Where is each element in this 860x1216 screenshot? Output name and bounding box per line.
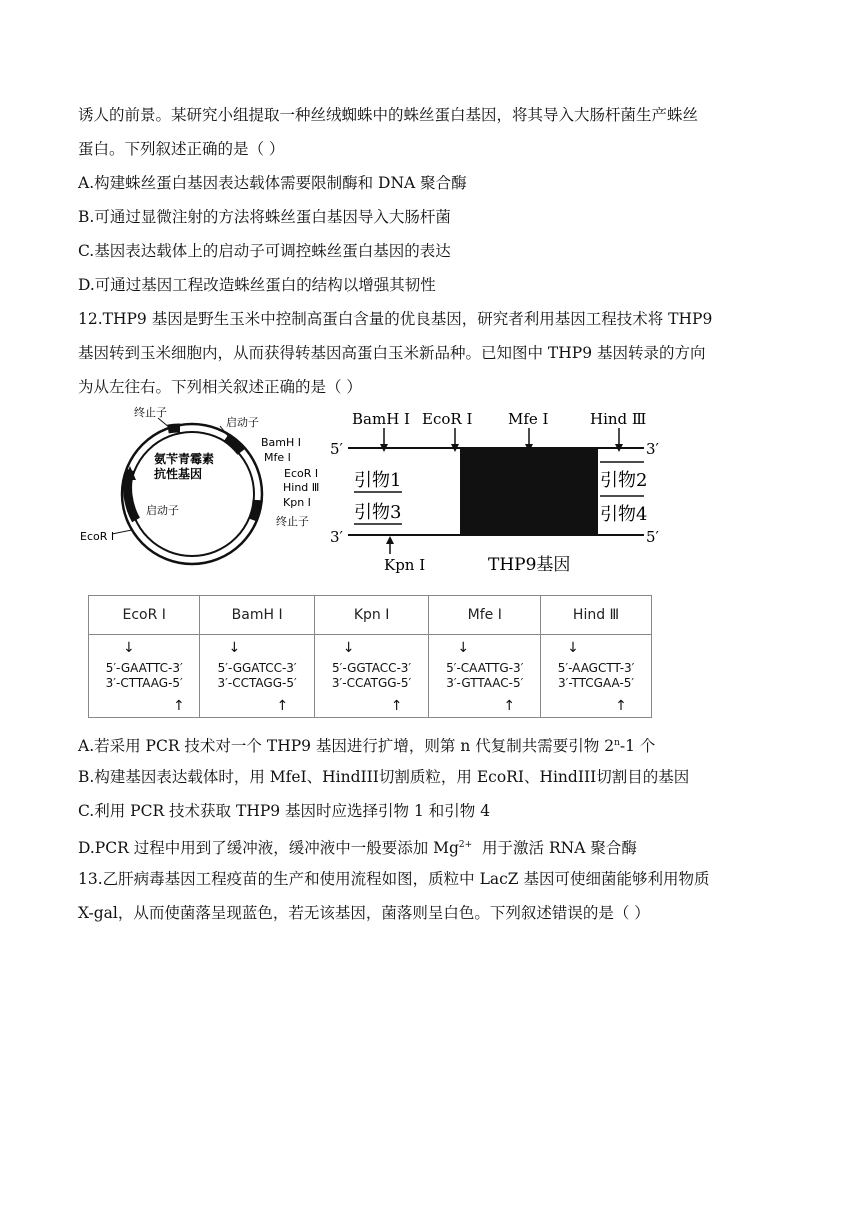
cut-arrow-down-icon: ↓	[457, 640, 470, 656]
cut-arrow-up-icon: ↑	[615, 698, 627, 714]
hindiii-top-strand: 5′-AAGCTT-3′	[557, 661, 635, 675]
q11-option-d: D.可通过基因工程改造蛛丝蛋白的结构以增强其韧性	[78, 276, 436, 294]
cell-kpni	[314, 635, 429, 718]
q12-option-a-tail: -1 个	[619, 737, 656, 756]
table-header-row	[89, 596, 652, 635]
q12-option-b: B.构建基因表达载体时，用 MfeI、HindIII切割质粒，用 EcoRI、HindIII切割目的基因	[78, 768, 690, 786]
cut-arrow-down-icon: ↓	[567, 640, 579, 656]
label-ecori-inner: EcoR Ⅰ	[284, 467, 319, 480]
q12-option-d	[78, 835, 637, 858]
q12-option-a-text: A.若采用 PCR 技术对一个 THP9 基因进行扩增，则第 n 代复制共需要引物 2	[78, 737, 615, 756]
cut-arrow-down-icon: ↓	[228, 640, 241, 656]
cut-arrow-up-icon: ↑	[173, 698, 185, 714]
q12-option-a-superscript: n	[614, 738, 620, 748]
label-primer4: 引物4	[600, 504, 648, 525]
label-hindiii-top: Hind Ⅲ	[590, 410, 647, 428]
label-promoter-inner: 启动子	[146, 504, 179, 517]
q12-option-a	[78, 733, 655, 756]
q12-stem-line2: 基因转到玉米细胞内，从而获得转基因高蛋白玉米新品种。已知图中 THP9 基因转录的方向	[78, 344, 706, 362]
label-resistance-line2: 抗性基因	[154, 467, 203, 481]
cell-hindiii	[541, 635, 652, 718]
q12-option-d-tail: 用于激活 RNA 聚合酶	[472, 839, 637, 858]
label-thp9-gene: THP9基因	[488, 555, 571, 575]
kpni-bottom-strand: 3′-CCATGG-5′	[331, 676, 412, 690]
table-sequence-row	[89, 635, 652, 718]
label-ecori-top: EcoR Ⅰ	[422, 410, 473, 428]
label-resistance-line1: 氨苄青霉素	[154, 452, 215, 466]
label-primer3: 引物3	[354, 502, 402, 523]
cut-arrow-down-icon: ↓	[342, 640, 355, 656]
hindiii-bottom-strand: 3′-TTCGAA-5′	[557, 676, 635, 690]
label-bamhi-top: BamH Ⅰ	[352, 410, 410, 428]
header-ecori: EcoR Ⅰ	[89, 596, 200, 635]
label-five-top: 5′	[330, 440, 343, 458]
q12-option-d-superscript: 2+	[458, 840, 473, 850]
mfei-bottom-strand: 3′-GTTAAC-5′	[446, 676, 524, 690]
label-promoter-top: 启动子	[226, 416, 259, 429]
kpni-top-strand: 5′-GGTACC-3′	[332, 661, 412, 675]
label-kpni: Kpn Ⅰ	[283, 496, 311, 509]
label-five-bottom: 5′	[646, 528, 659, 546]
ecori-bottom-strand: 3′-CTTAAG-5′	[105, 676, 183, 690]
header-hindiii: Hind Ⅲ	[541, 596, 652, 635]
cut-arrow-up-icon: ↑	[390, 698, 403, 714]
q12-stem-line1: 12.THP9 基因是野生玉米中控制高蛋白含量的优良基因，研究者利用基因工程技术将 THP9	[78, 310, 713, 328]
thp9-gene-block	[461, 448, 598, 535]
cut-arrow-up-icon: ↑	[276, 698, 289, 714]
q12-option-c: C.利用 PCR 技术获取 THP9 基因时应选择引物 1 和引物 4	[78, 802, 491, 820]
promoter-block-top	[226, 438, 241, 452]
bamhi-bottom-strand: 3′-CCTAGG-5′	[217, 676, 297, 690]
q13-stem-line2: X-gal，从而使菌落呈现蓝色，若无该基因，菌落则呈白色。下列叙述错误的是（ ）	[78, 904, 650, 922]
q12-option-d-text: D.PCR 过程中用到了缓冲液，缓冲液中一般要添加 Mg	[78, 839, 459, 858]
q11-stem-line2: 蛋白。下列叙述正确的是（ ）	[78, 140, 285, 158]
header-mfei: Mfe Ⅰ	[429, 596, 541, 635]
mfei-top-strand: 5′-CAATTG-3′	[446, 661, 524, 675]
ecori-top-strand: 5′-GAATTC-3′	[105, 661, 183, 675]
cut-arrow-up-icon: ↑	[503, 698, 516, 714]
label-bamhi: BamH Ⅰ	[261, 436, 302, 449]
cell-bamhi	[200, 635, 314, 718]
label-three-top: 3′	[646, 440, 659, 458]
q11-stem-line1: 诱人的前景。某研究小组提取一种丝绒蜘蛛中的蛛丝蛋白基因，将其导入大肠杆菌生产蛛丝	[78, 106, 699, 124]
label-terminator-bottom: 终止子	[276, 515, 309, 528]
q11-option-c: C.基因表达载体上的启动子可调控蛛丝蛋白基因的表达	[78, 242, 451, 260]
thp9-gene-diagram	[328, 404, 670, 576]
ecori-outer-pointer	[112, 530, 132, 534]
header-kpni: Kpn Ⅰ	[314, 596, 429, 635]
header-bamhi: BamH Ⅰ	[200, 596, 314, 635]
label-hindiii: Hind Ⅲ	[283, 481, 320, 494]
q12-stem-line3: 为从左往右。下列相关叙述正确的是（ ）	[78, 378, 362, 396]
label-mfei: Mfe Ⅰ	[264, 451, 291, 464]
plasmid-outer-ring	[122, 424, 262, 564]
label-kpni-bottom: Kpn Ⅰ	[384, 556, 426, 574]
bamhi-top-strand: 5′-GGATCC-3′	[217, 661, 297, 675]
restriction-enzyme-table	[88, 595, 652, 718]
label-primer1: 引物1	[354, 470, 402, 491]
terminator-block-bottom	[253, 500, 257, 520]
cell-mfei	[429, 635, 541, 718]
label-mfei-top: Mfe Ⅰ	[508, 410, 549, 428]
cell-ecori	[89, 635, 200, 718]
label-three-bottom: 3′	[330, 528, 343, 546]
label-ecori-outer: EcoR Ⅰ	[80, 530, 115, 543]
q11-option-b: B.可通过显微注射的方法将蛛丝蛋白基因导入大肠杆菌	[78, 208, 451, 226]
label-primer2: 引物2	[600, 470, 648, 491]
q11-option-a: A.构建蛛丝蛋白基因表达载体需要限制酶和 DNA 聚合酶	[78, 174, 467, 192]
plasmid-diagram	[76, 400, 326, 580]
cut-arrow-down-icon: ↓	[123, 640, 135, 656]
label-terminator-top: 终止子	[134, 406, 167, 419]
q13-stem-line1: 13.乙肝病毒基因工程疫苗的生产和使用流程如图，质粒中 LacZ 基因可使细菌能够利用物质	[78, 870, 710, 888]
